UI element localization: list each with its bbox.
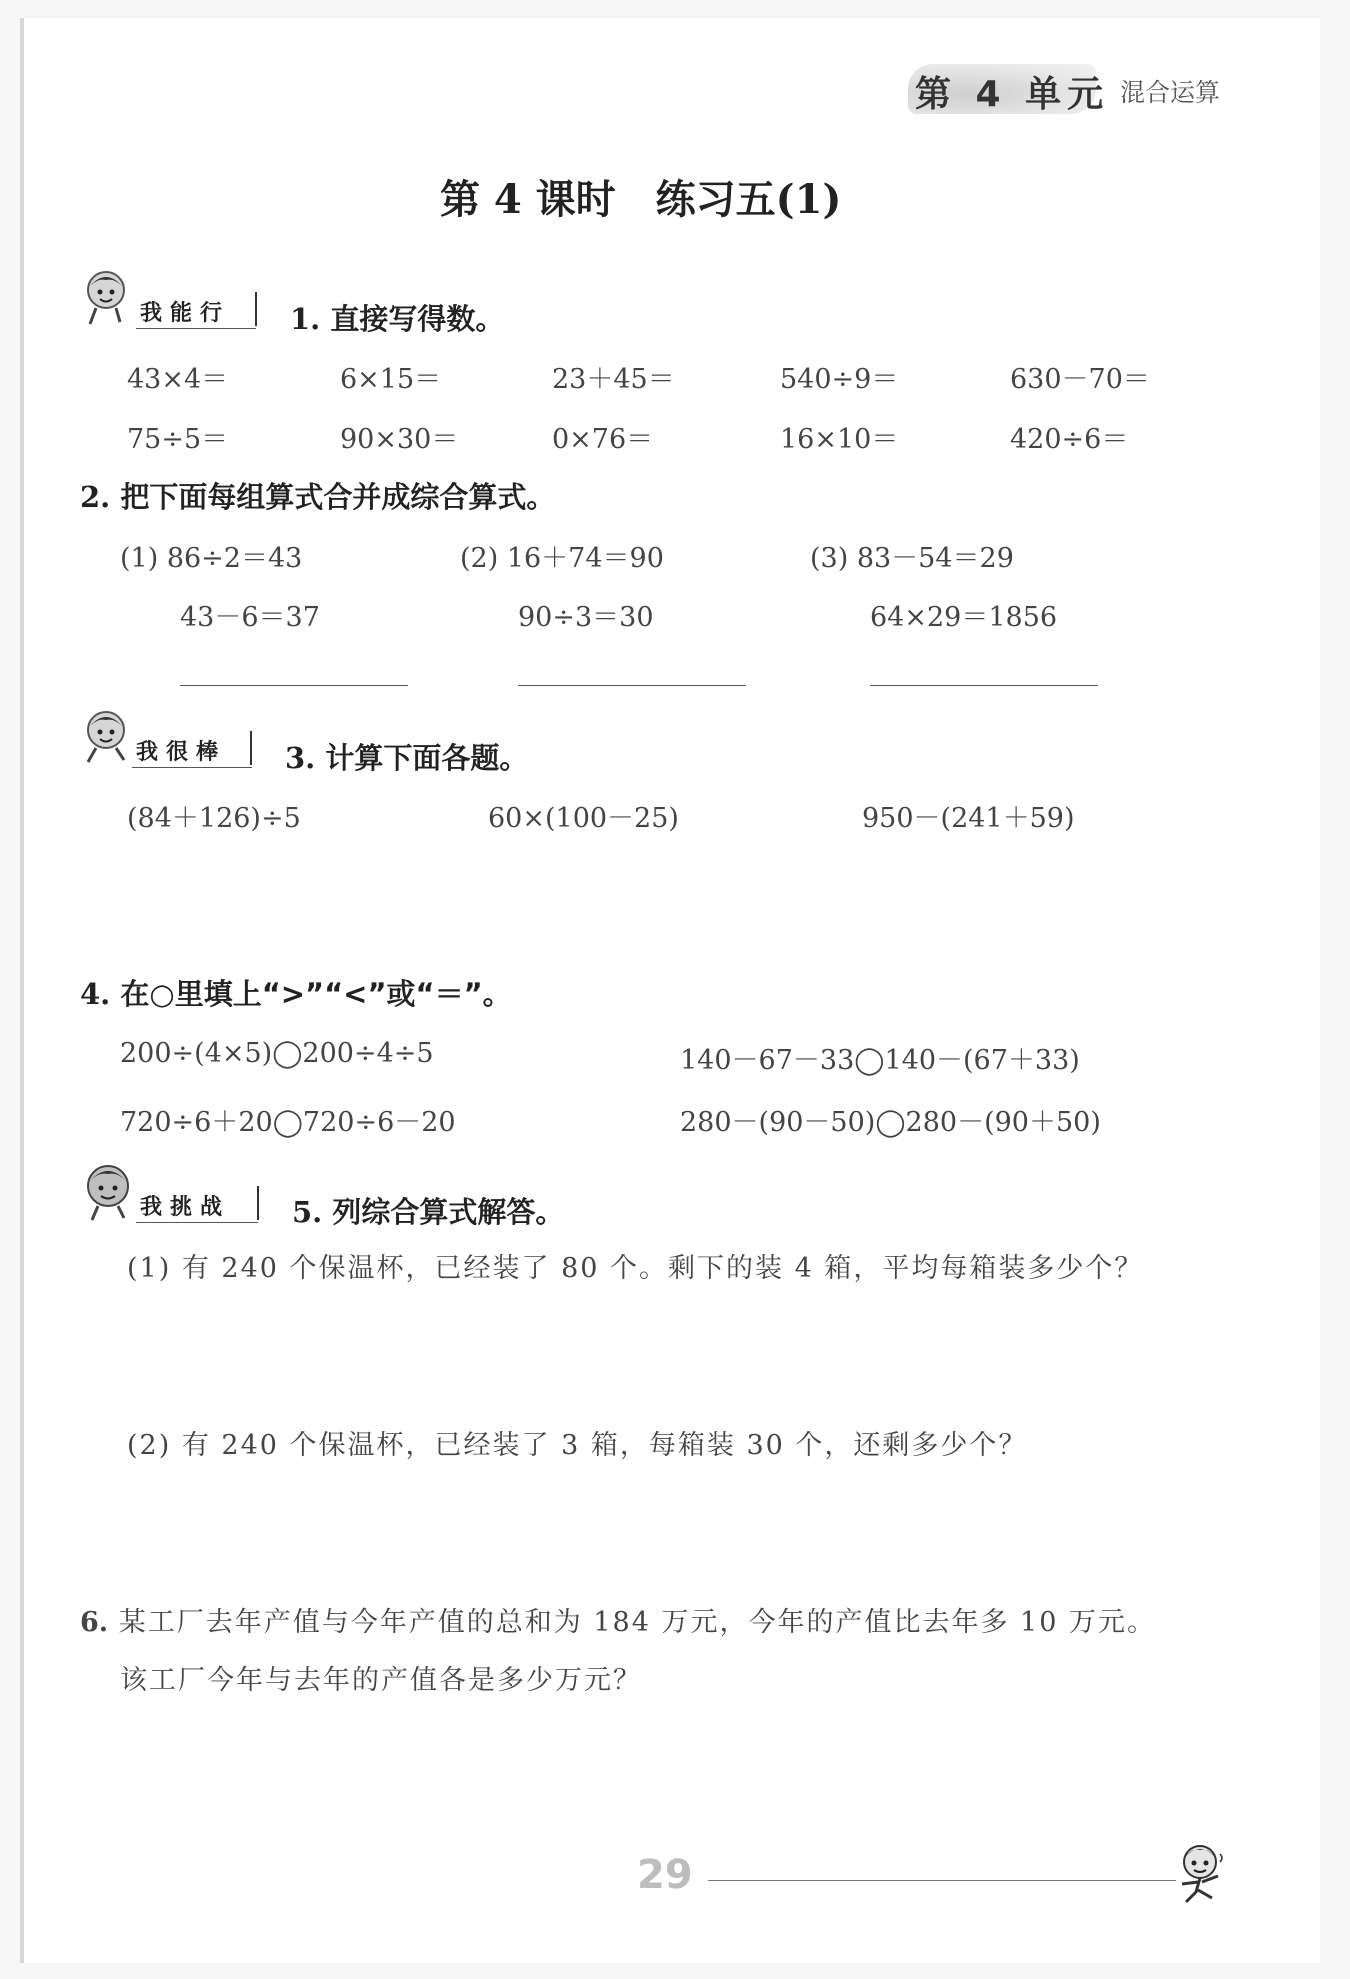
q1-item: 630－70＝	[1010, 364, 1150, 395]
q4-title: 在○里填上“>”“<”或“＝”。	[120, 977, 512, 1011]
q2-group2-line2: 90÷3＝30	[518, 602, 654, 633]
binding-edge	[20, 18, 24, 1963]
q6-text-1: 某工厂去年产值与今年产值的总和为 184 万元，今年的产值比去年多 10 万元。	[118, 1607, 1157, 1638]
q2-group2-line1: (2) 16＋74＝90	[460, 543, 664, 574]
q1-item: 16×10＝	[780, 424, 899, 455]
running-child-icon	[1168, 1840, 1232, 1908]
q4-heading	[80, 972, 512, 1013]
child-mascot-icon	[80, 268, 134, 326]
q1-item: 23＋45＝	[552, 364, 675, 395]
badge-underline	[132, 767, 252, 768]
q1-number: 1.	[290, 302, 321, 336]
q2-heading	[80, 475, 555, 516]
badge-underline	[136, 328, 256, 329]
q6-line-2: 该工厂今年与去年的产值各是多少万元？	[120, 1665, 642, 1696]
q3-item: 60×(100－25)	[488, 803, 679, 834]
q1-item: 6×15＝	[340, 364, 442, 395]
badge-divider	[250, 731, 252, 765]
q2-group1-line1: (1) 86÷2＝43	[120, 543, 303, 574]
badge-divider	[255, 292, 257, 326]
child-mascot-icon	[80, 1162, 136, 1222]
badge-label-2: 我很棒	[136, 740, 227, 765]
badge-label-3: 我挑战	[140, 1195, 231, 1220]
lesson-title: 第 4 课时 练习五(1)	[440, 176, 842, 223]
unit-topic: 混合运算	[1120, 78, 1221, 107]
badge-wo-neng-xing	[80, 268, 134, 330]
q1-item: 0×76＝	[552, 424, 654, 455]
q1-item: 90×30＝	[340, 424, 459, 455]
q4-item: 720÷6＋20◯720÷6－20	[120, 1107, 456, 1138]
q1-item: 75÷5＝	[127, 424, 229, 455]
q6-number: 6.	[80, 1607, 109, 1638]
q6-line-1	[80, 1600, 1156, 1639]
q2-group1-line2: 43－6＝37	[180, 602, 320, 633]
q1-item: 540÷9＝	[780, 364, 899, 395]
q4-number: 4.	[80, 977, 111, 1011]
footer-mascot	[1168, 1840, 1232, 1912]
badge-divider	[257, 1186, 259, 1220]
badge-wo-tiao-zhan	[80, 1162, 136, 1226]
q4-item: 140－67－33◯140－(67＋33)	[680, 1045, 1080, 1076]
q5-problem-1: (1) 有 240 个保温杯，已经装了 80 个。剩下的装 4 箱，平均每箱装多少个？	[127, 1253, 1144, 1284]
q2-group3-line2: 64×29＝1856	[870, 602, 1058, 633]
q2-answer-line-3[interactable]	[870, 685, 1098, 686]
q2-answer-line-1[interactable]	[180, 685, 408, 686]
q5-number: 5.	[292, 1195, 323, 1229]
q3-item: 950－(241＋59)	[862, 803, 1075, 834]
footer-rule	[708, 1880, 1176, 1881]
q3-item: (84＋126)÷5	[127, 803, 301, 834]
child-mascot-icon	[80, 708, 134, 766]
q2-title: 把下面每组算式合并成综合算式。	[120, 480, 556, 514]
q2-answer-line-2[interactable]	[518, 685, 746, 686]
q3-number: 3.	[285, 741, 316, 775]
badge-label-1: 我能行	[140, 301, 231, 326]
q5-problem-2: (2) 有 240 个保温杯，已经装了 3 箱，每箱装 30 个，还剩多少个？	[127, 1430, 1028, 1461]
q3-heading	[285, 736, 528, 777]
q3-title: 计算下面各题。	[325, 741, 529, 775]
q1-item: 43×4＝	[127, 364, 229, 395]
q4-item: 280－(90－50)◯280－(90＋50)	[680, 1107, 1101, 1138]
q2-number: 2.	[80, 480, 111, 514]
page-number: 29	[637, 1852, 693, 1898]
q1-item: 420÷6＝	[1010, 424, 1129, 455]
q1-title: 直接写得数。	[330, 302, 505, 336]
badge-wo-hen-bang	[80, 708, 134, 770]
unit-label: 第 4 单元	[915, 74, 1110, 115]
q2-group3-line1: (3) 83－54＝29	[810, 543, 1014, 574]
badge-underline	[136, 1222, 258, 1223]
q4-item: 200÷(4×5)◯200÷4÷5	[120, 1038, 434, 1069]
q5-title: 列综合算式解答。	[332, 1195, 565, 1229]
q5-heading	[292, 1190, 564, 1231]
q1-heading	[290, 297, 504, 338]
